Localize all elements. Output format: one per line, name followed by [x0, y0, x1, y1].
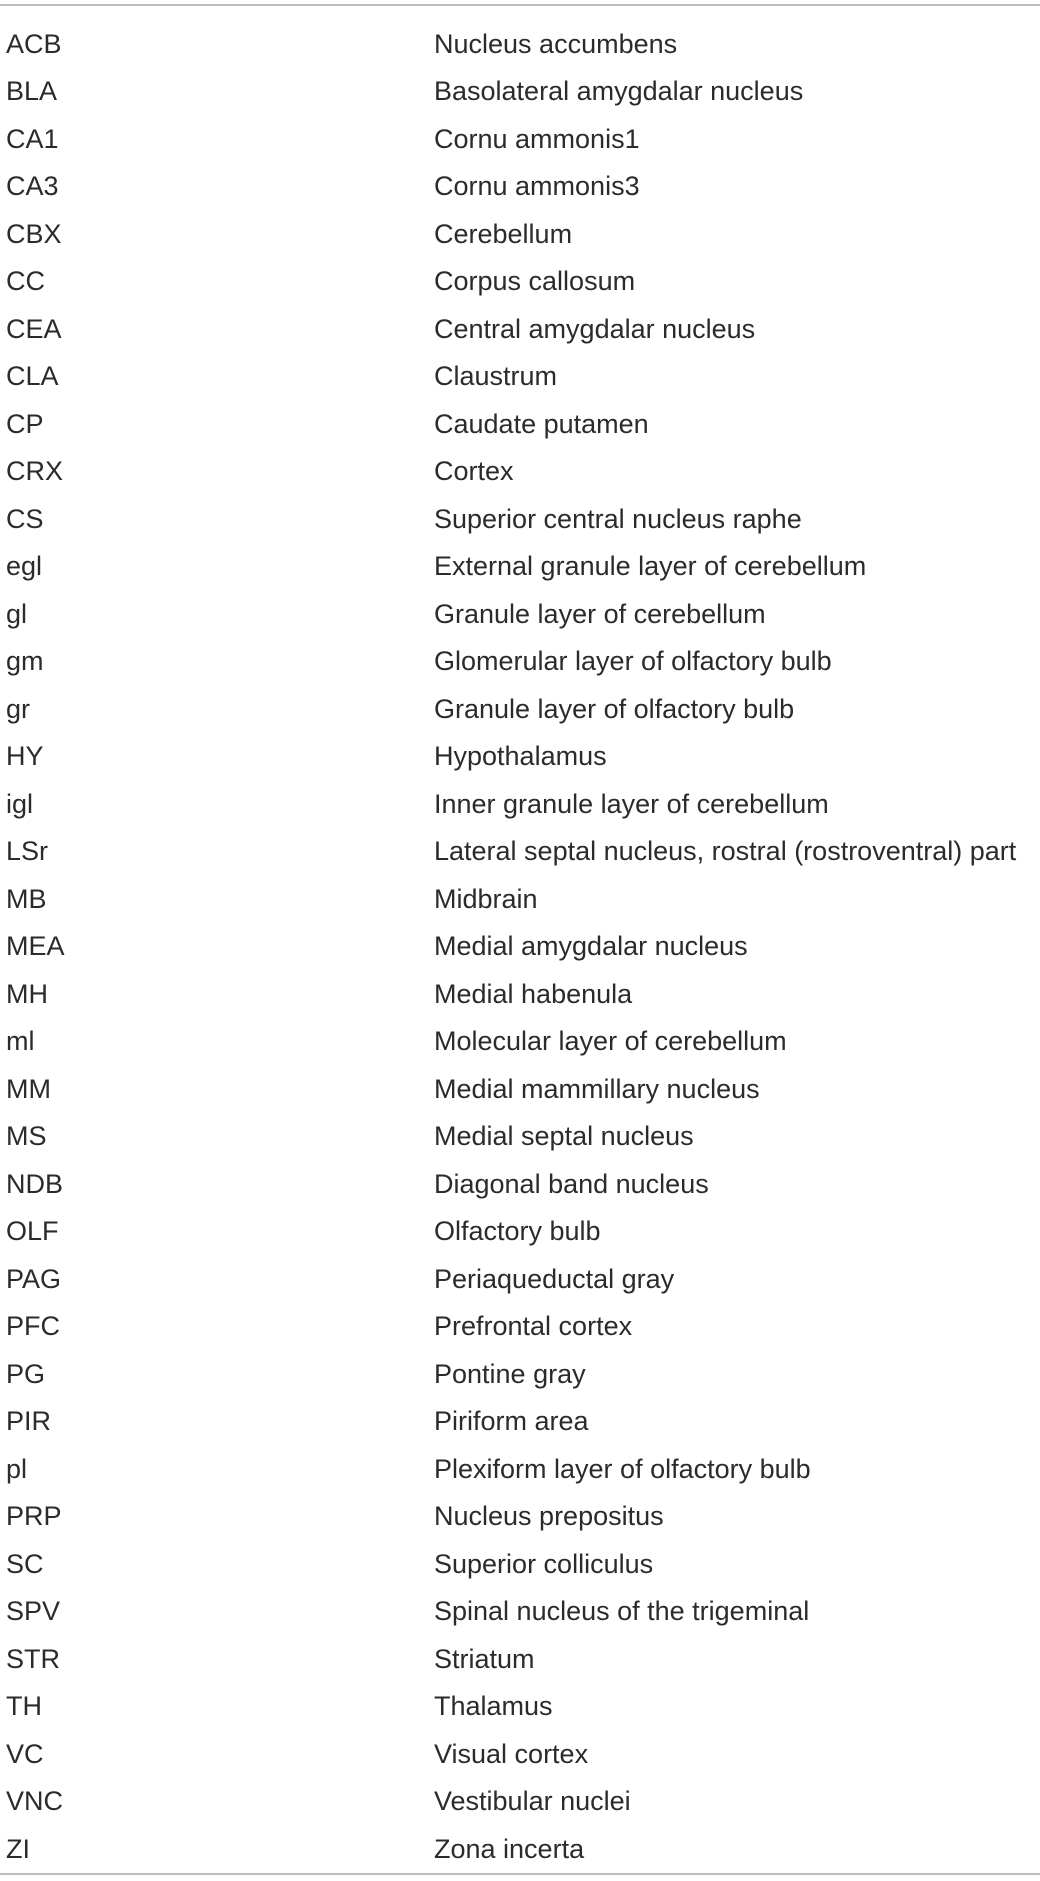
abbreviation-cell: MH [6, 978, 48, 1009]
abbreviation-cell: PRP [6, 1501, 62, 1532]
abbreviation-cell: PAG [6, 1263, 62, 1294]
table-row [0, 875, 1040, 923]
table-row [0, 210, 1040, 258]
abbreviation-cell: NDB [6, 1168, 64, 1199]
abbreviation-cell: CEA [6, 313, 62, 344]
definition-cell: Superior colliculus [434, 1548, 654, 1579]
definition-cell: Caudate putamen [434, 408, 649, 439]
abbreviation-cell: MEA [6, 931, 65, 962]
table-row [0, 1445, 1040, 1493]
definition-cell: Medial amygdalar nucleus [434, 931, 748, 962]
abbreviation-cell: ml [6, 1026, 35, 1057]
definition-cell: Lateral septal nucleus, rostral (rostroventral) part [434, 836, 1017, 867]
abbreviation-cell: HY [6, 741, 44, 772]
definition-cell: Corpus callosum [434, 266, 636, 297]
abbreviation-cell: STR [6, 1643, 60, 1674]
abbreviation-cell: OLF [6, 1216, 59, 1247]
abbreviation-cell: VC [6, 1738, 44, 1769]
abbreviation-cell: CRX [6, 456, 64, 487]
table-row [0, 1825, 1040, 1873]
definition-cell: Nucleus accumbens [434, 28, 678, 59]
definition-cell: Granule layer of olfactory bulb [434, 693, 795, 724]
table-row [0, 638, 1040, 686]
abbreviation-cell: ZI [6, 1833, 30, 1864]
definition-cell: Central amygdalar nucleus [434, 313, 756, 344]
definition-cell: Thalamus [434, 1691, 553, 1722]
abbreviation-cell: CP [6, 408, 44, 439]
table-row [0, 1778, 1040, 1826]
abbreviation-cell: gr [6, 693, 31, 724]
table-row [0, 780, 1040, 828]
definition-cell: Granule layer of cerebellum [434, 598, 766, 629]
table-row [0, 1303, 1040, 1351]
definition-cell: Hypothalamus [434, 741, 607, 772]
definition-cell: Periaqueductal gray [434, 1263, 675, 1294]
definition-cell: Medial mammillary nucleus [434, 1073, 760, 1104]
abbreviation-cell: CC [6, 266, 45, 297]
abbreviation-cell: SPV [6, 1596, 61, 1627]
definition-cell: Nucleus prepositus [434, 1501, 664, 1532]
table-row [0, 828, 1040, 876]
abbreviation-cell: MM [6, 1073, 51, 1104]
definition-cell: Visual cortex [434, 1738, 589, 1769]
abbreviation-cell: MB [6, 883, 47, 914]
abbreviation-cell: egl [6, 551, 43, 582]
definition-cell: Diagonal band nucleus [434, 1168, 709, 1199]
abbreviation-cell: TH [6, 1691, 42, 1722]
definition-cell: Medial habenula [434, 978, 633, 1009]
table-row [0, 1255, 1040, 1303]
table-row [0, 258, 1040, 306]
table-row [0, 1350, 1040, 1398]
definition-cell: Striatum [434, 1643, 535, 1674]
definition-cell: Cerebellum [434, 218, 573, 249]
table-row [0, 448, 1040, 496]
table-row [0, 1160, 1040, 1208]
definition-cell: Cornu ammonis3 [434, 171, 640, 202]
abbreviation-table [0, 20, 1040, 1873]
table-row [0, 400, 1040, 448]
table-row [0, 543, 1040, 591]
table-row [0, 1018, 1040, 1066]
definition-cell: Cortex [434, 456, 514, 487]
definition-cell: Cornu ammonis1 [434, 123, 640, 154]
abbreviation-cell: ACB [6, 28, 62, 59]
table-row [0, 1540, 1040, 1588]
definition-cell: Inner granule layer of cerebellum [434, 788, 829, 819]
abbreviation-cell: PIR [6, 1406, 52, 1437]
table-row [0, 590, 1040, 638]
table-row [0, 353, 1040, 401]
abbreviation-cell: igl [6, 788, 34, 819]
table-bottom-rule [0, 1873, 1040, 1875]
table-row [0, 1398, 1040, 1446]
table-row [0, 305, 1040, 353]
abbreviation-cell: gm [6, 646, 44, 677]
definition-cell: Superior central nucleus raphe [434, 503, 802, 534]
abbreviation-cell: PFC [6, 1311, 60, 1342]
definition-cell: Pontine gray [434, 1358, 586, 1389]
table-row [0, 1635, 1040, 1683]
definition-cell: Plexiform layer of olfactory bulb [434, 1453, 811, 1484]
abbreviation-cell: CBX [6, 218, 62, 249]
definition-cell: Zona incerta [434, 1833, 585, 1864]
definition-cell: Olfactory bulb [434, 1216, 601, 1247]
abbreviation-cell: CLA [6, 361, 59, 392]
table-row [0, 115, 1040, 163]
table-row [0, 1683, 1040, 1731]
abbreviation-cell: MS [6, 1121, 47, 1152]
table-row [0, 1208, 1040, 1256]
abbreviation-cell: BLA [6, 76, 58, 107]
table-row [0, 1113, 1040, 1161]
abbreviation-cell: gl [6, 598, 28, 629]
definition-cell: Prefrontal cortex [434, 1311, 633, 1342]
definition-cell: Vestibular nuclei [434, 1786, 631, 1817]
abbreviation-cell: LSr [6, 836, 49, 867]
table-row [0, 1730, 1040, 1778]
abbreviation-cell: pl [6, 1453, 28, 1484]
table-row [0, 495, 1040, 543]
definition-cell: Spinal nucleus of the trigeminal [434, 1596, 810, 1627]
table-row [0, 923, 1040, 971]
table-row [0, 68, 1040, 116]
abbreviation-cell: VNC [6, 1786, 64, 1817]
abbreviation-cell: CA3 [6, 171, 59, 202]
definition-cell: External granule layer of cerebellum [434, 551, 867, 582]
abbreviation-cell: SC [6, 1548, 44, 1579]
abbreviation-table-body [0, 20, 1040, 1873]
abbreviation-cell: CS [6, 503, 44, 534]
table-row [0, 1493, 1040, 1541]
table-row [0, 1065, 1040, 1113]
abbreviation-cell: CA1 [6, 123, 59, 154]
definition-cell: Claustrum [434, 361, 558, 392]
table-row [0, 163, 1040, 211]
definition-cell: Piriform area [434, 1406, 589, 1437]
definition-cell: Medial septal nucleus [434, 1121, 694, 1152]
table-row [0, 970, 1040, 1018]
abbreviation-cell: PG [6, 1358, 46, 1389]
definition-cell: Midbrain [434, 883, 538, 914]
table-row [0, 685, 1040, 733]
table-row [0, 1588, 1040, 1636]
table-row [0, 20, 1040, 68]
definition-cell: Molecular layer of cerebellum [434, 1026, 787, 1057]
definition-cell: Glomerular layer of olfactory bulb [434, 646, 832, 677]
table-row [0, 733, 1040, 781]
definition-cell: Basolateral amygdalar nucleus [434, 76, 804, 107]
table-top-rule [0, 4, 1040, 6]
